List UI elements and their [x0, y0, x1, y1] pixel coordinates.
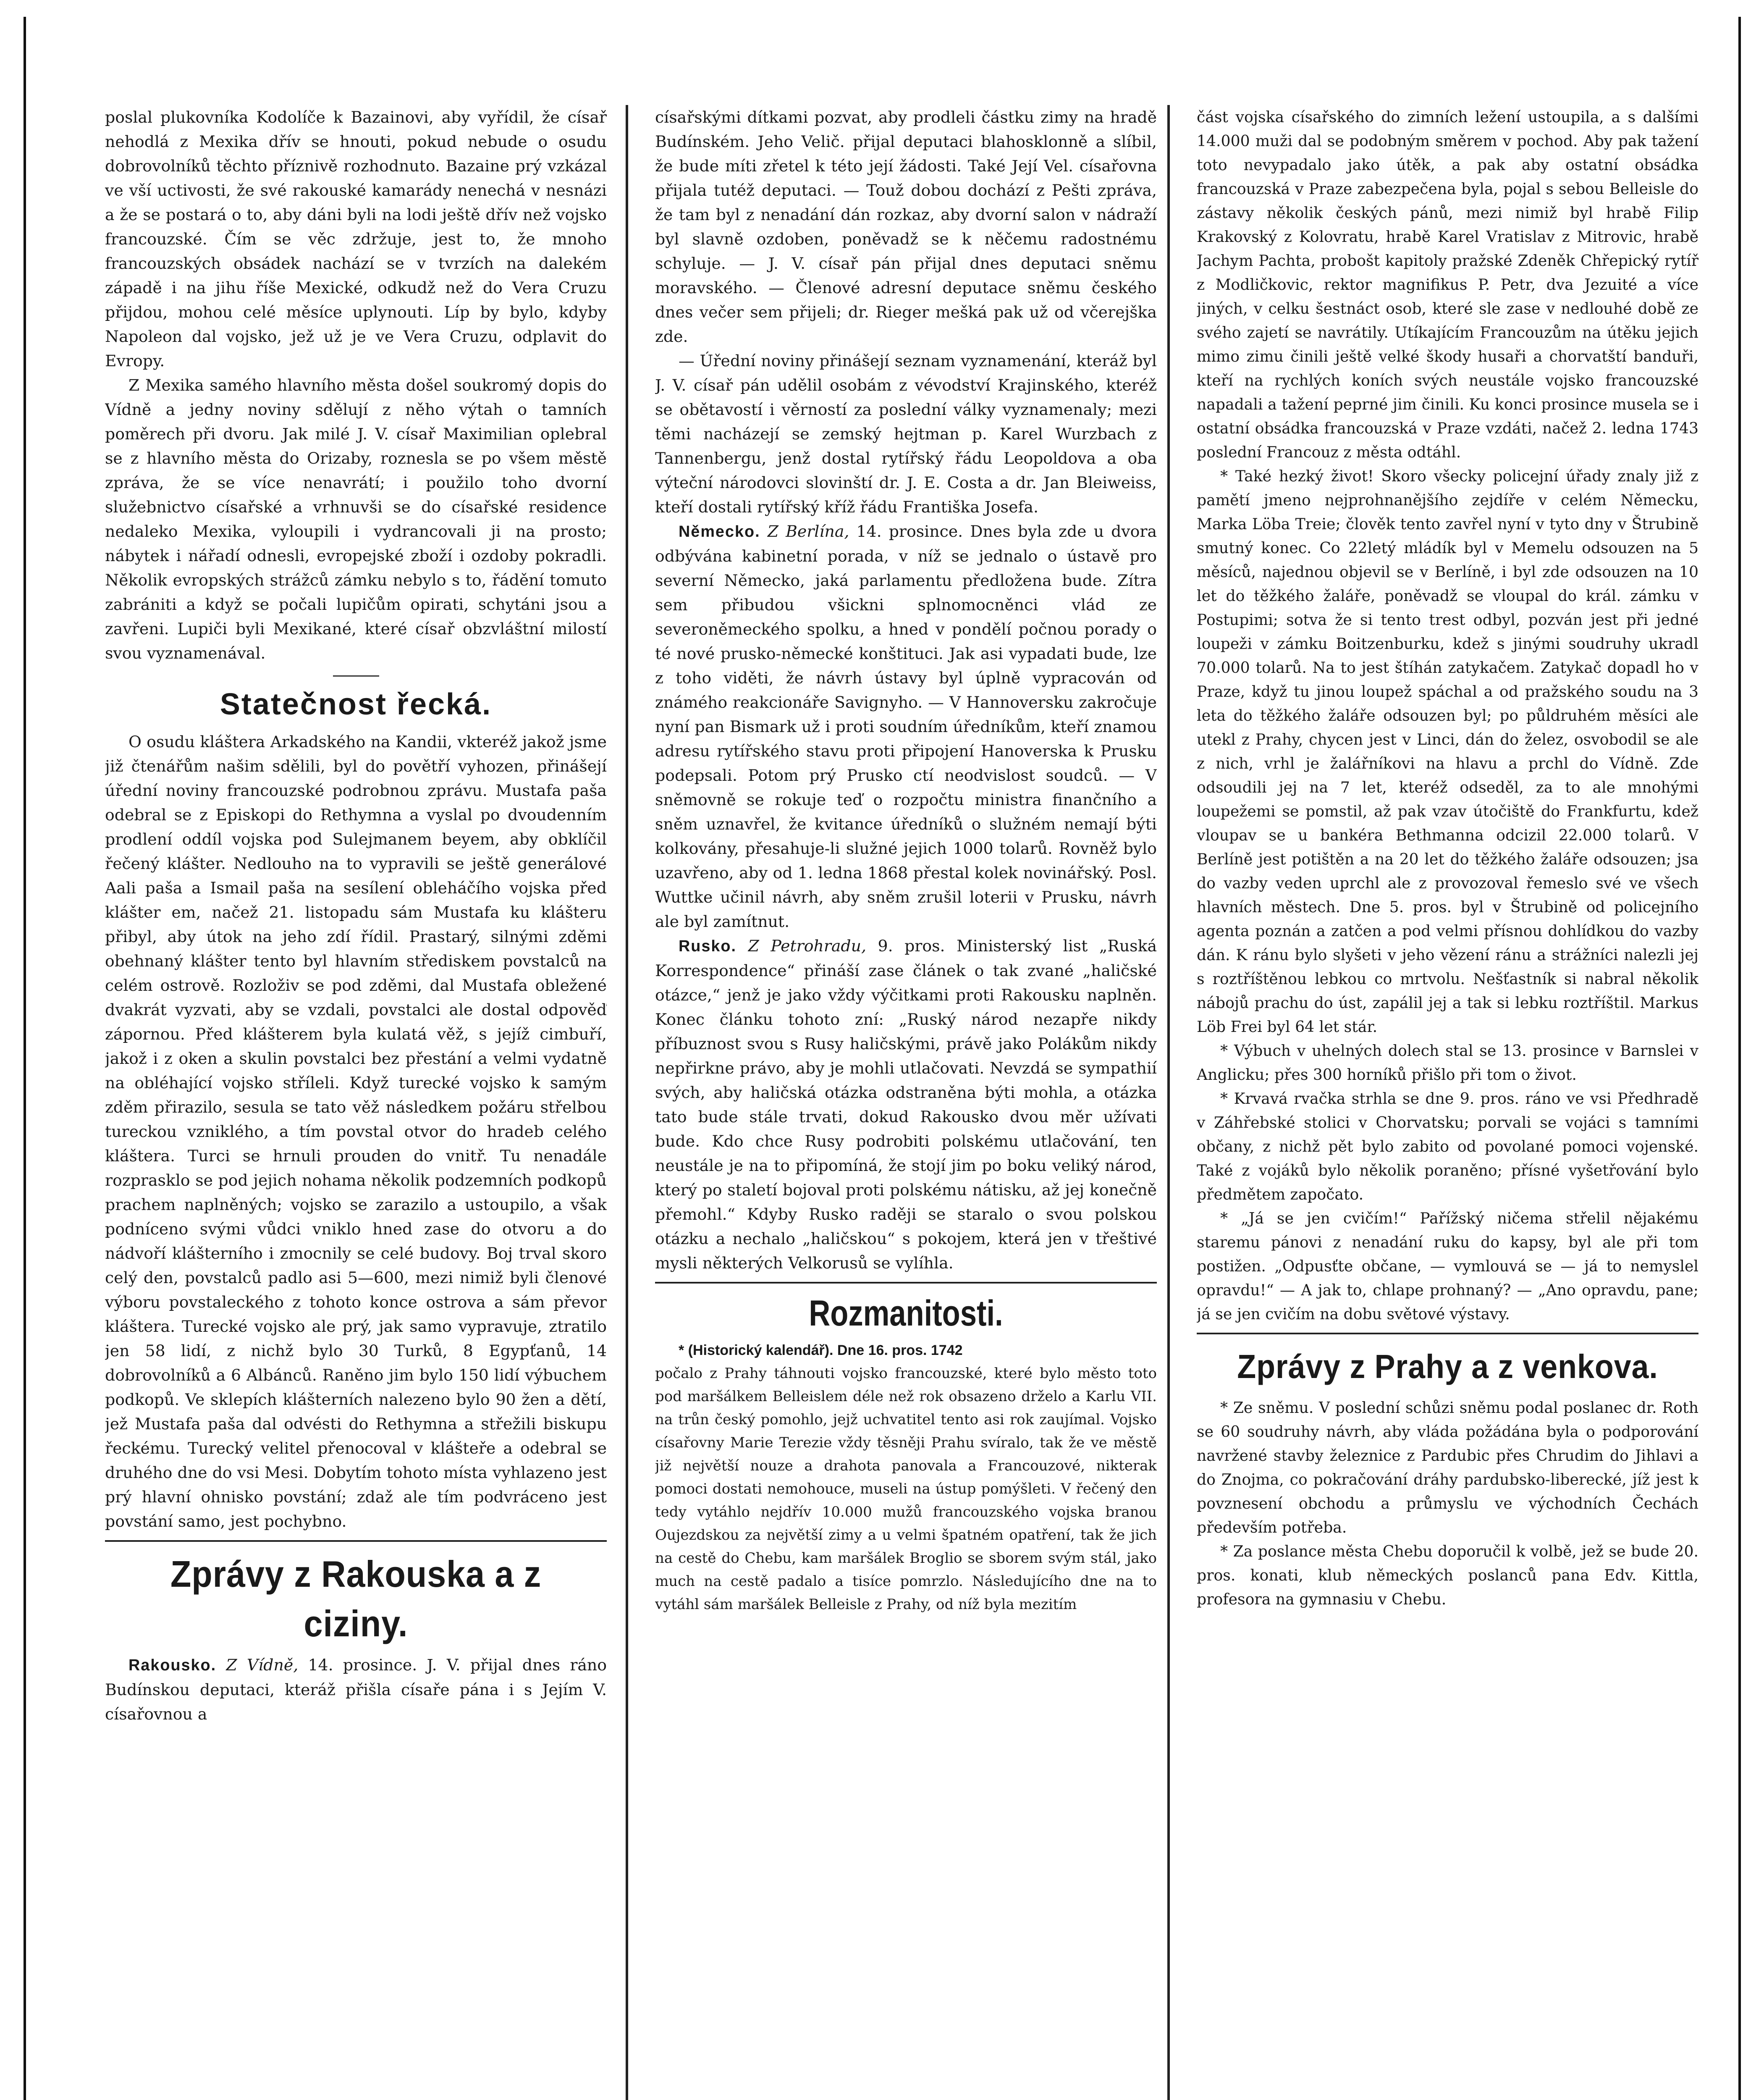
article-paragraph: počalo z Prahy táhnouti vojsko francouzské, které bylo město toto pod maršálkem Belleislem déle než rok obsazeno drželo a Karlu VII. na trůn český pomohlo, jejž uchvatitel tento asi rok zaujímal. Vojsko císařovny Marie Terezie vždy těsněji Prahu svíralo, tak že ve městě již největší nouze a drahota panovala a Francouzové, nikterak pomoci dostati nemohouce, museli na ústup pomýšleti. V řečený den tedy vytáhlo nejdřív 10.000 mužů francouzského vojska branou Oujezdskou za největší zimy a u velmi špatném opatření, tak že jich na cestě do Chebu, kam maršálek Broglio se sborem svým stál, jako much na cestě padalo a tisíce pomrzlo. Následujícího dne na to vytáhl sám maršálek Belleisle z Prahy, od níž byla mezitím: [655, 1365, 1157, 1613]
article-paragraph: [655, 934, 1157, 1275]
article-paragraph: císařskými dítkami pozvat, aby prodleli částku zimy na hradě Budínském. Jeho Velič. přijal deputaci blahosklonně a slíbil, že bude míti zřetel k této její žádosti. Také Její Vel. císařovna přijala tutéž deputaci. — Touž dobou dochází z Pešti zpráva, že tam byl z nenadání dán rozkaz, aby dvorní salon v nádraží byl slavně ozdoben, poněvadž se k něčemu radostnému schyluje. — J. V. císař pán přijal dnes deputaci sněmu moravského. — Členové adresní deputace sněmu českého dnes večer sem přijeli; dr. Rieger mešká pak už od včerejška zde.: [655, 108, 1157, 346]
column-rule: [626, 105, 628, 2100]
section-rule: [105, 1540, 607, 1542]
article-paragraph: část vojska císařského do zimních ležení ustoupila, a s dalšími 14.000 muži dal se podobným směrem v pochod. Aby pak tažení toto nevypadalo jako útěk, a pak aby ostatní obsádka francouzská v Praze zabezpečena byla, pojal s sebou Belleisle do zástavy několik českých pánů, mezi nimiž byl hrabě Filip Krakovský z Kolovratu, hrabě Karel Vratislav z Mitrovic, hrabě Jachym Pachta, probošt kapitoly pražské Zdeněk Chřepický rytíř z Modličkovic, rektor magnifikus P. Petr, dva Jezuité a více jiných, v celku šestnáct osob, které sle zase v nedlouhé době ze svého zajetí se navrátily. Utíkajícím Francouzům na útěku jejich mimo zimu činili ještě velké škody husaři a chorvatští banduři, kteří na rychlých koních svých neustále vojsko francouzské napadali a tažení peprné jim činili. Ku konci prosince musela se i ostatní obsádka francouzská v Praze vzdáti, načež 2. ledna 1743 poslední Francouz z města odtáhl.: [1197, 108, 1698, 461]
article-paragraph: O osudu kláštera Arkadského na Kandii, vkteréž jakož jsme již čtenářům našim sdělili, byl do povětří vyhozen, přinášejí úřední noviny francouzské podrobnou zprávu. Mustafa paša odebral se z Episkopi do Rethymna a vyslal po dvoudenním prodlení oddíl vojska pod Sulejmanem beyem, aby obklíčil řečený klášter. Nedlouho na to vypravili se ještě generálové Aali paša a Ismail paša na sesílení obleháčího vojska před klášter em, načež 21. listopadu sám Mustafa ku klášteru přibyl, aby útok na jeho zdí řídil. Prastarý, silnými zděmi obehnaný klášter tento byl hlavním střediskem povstalců na celém ostrově. Rozloživ se pod zděmi, dal Mustafa obležené dvakrát vyzvati, aby se vzdali, povstalci ale dostal odpověď zápornou. Před klášterem byla kulatá věž, s jejíž cimbuří, jakož i z oken a skulin povstalci bez přestání a velmi vydatně na obléhající vojsko stříleli. Když turecké vojsko k samým zděm přirazilo, sesula se tato věž následkem požáru střelbou tureckou vzniklého, a tím povstal otvor do hradeb celého kláštera. Turci se hrnuli prouden do vnitř. Tu nenadále rozprasklo se pod jejich nohama několik podzemních podkopů prachem naplněných; vojsko se zarazilo a ustoupilo, a však podníceno svými vůdci vniklo hned zase do otvoru a do nádvoří klášterního i zmocnily se celé budovy. Boj trval skoro celý den, povstalců padlo asi 5—600, mezi nimiž byli členové výboru povstaleckého z tohoto konce ostrova a sám převor kláštera. Turecké vojsko ale prý, jak samo vypravuje, ztratilo jen 58 lidí, z nichž bylo 30 Turků, 8 Egypťanů, 14 dobrovolníků a 6 Albánců. Raněno jim bylo 150 lidí výbuchem podkopů. Ve sklepích klášterních nalezeno bylo 90 žen a dětí, jež Mustafa paša dal odvésti do Rethymna a střežili biskupu řeckému. Turecký velitel přenocoval v klášteře a odebral se druhého dne do vsi Mesi. Dobytím tohoto místa vyhlazeno jest prý hlavní ohnisko povstání; zdaž ale tím podvráceno jest povstání samo, jest pochybno.: [105, 732, 607, 1530]
article-paragraph: * Za poslance města Chebu doporučil k volbě, jež se bude 20. pros. konati, klub německých poslanců pana Edv. Kittla, profesora na gymnasiu v Chebu.: [1197, 1542, 1698, 1608]
article-paragraph: * Také hezký život! Skoro všecky policejní úřady znaly již z pamětí jmeno nejprohnanějšího zejdíře v celém Německu, Marka Löba Treie; člověk tento zavřel nyní v tyto dny v Štrubině smutný konec. Co 22letý mládík byl v Memelu odsouzen na 5 měsíců, najednou objevil se v Berlíně, i byl zde odsouzen na 10 let do těžkého žaláře, poněvadž se vloupal do král. zámku v Postupimi; sotva že si tento trest odbyl, pozván jest při jedné loupeži v zámku Boitzenburku, kdež s jinými soudruhy ukradl 70.000 tolarů. Na to jest štíhán zatykačem. Zatykač dopadl ho v Praze, když tu jinou loupež spáchal a od pražského soudu na 3 leta do těžkého žaláře odsouzen byl; po půldruhém měsíci ale utekl z Prahy, chycen jest v Linci, dán do želez, osvobodil se ale z nich, vrhl je žalářníkovi na hlavu a prchl do Vídně. Zde odsoudili jej na 7 let, kteréž odseděl, za to ale mnohými loupežemi se pomstil, až pak vzav útočiště do Frankfurtu, kdež vloupav se u bankéra Bethmanna odcizil 22.000 tolarů. V Berlíně jest potištěn a na 20 let do těžkého žaláře odsouzen; jsa do vazby veden uprchl ale z provozoval řemeslo své ve všech hlavních městech. Dne 5. pros. byl v Štrubině od policejního agenta poznán a zatčen a pod velmi přísnou dohlídkou do vazby dán. K ránu bylo slyšeti v jeho vězení ránu a strážníci nalezli jej s roztříštěnou lebkou co mrtvolu. Nešťastník si nabral několik nábojů prachu do úst, zapálil jej a tak si lebku roztříštil. Markus Löb Frei byl 64 let stár.: [1197, 467, 1698, 1036]
article-paragraph: * Krvavá rvačka strhla se dne 9. pros. ráno ve vsi Předhradě v Záhřebské stolici v Chorvatsku; porvali se vojáci s tamními občany, z nichž pět bylo zabito od povolané pomoci vojenské. Také z vojáků bylo několik poraněno; přísné vyšetřování bylo předmětem započato.: [1197, 1089, 1698, 1203]
column-3: [1197, 105, 1698, 2100]
section-heading: Zprávy z Prahy a z venkova.: [1237, 1348, 1658, 1385]
country-label: Německo.: [679, 523, 760, 541]
article-paragraph: poslal plukovníka Kodolíče k Bazainovi, aby vyřídil, že císař nehodlá z Mexika dřív se hnouti, pokud nebude o osudu dobrovolníků těchto příznivě rozhodnuto. Bazaine prý vzkázal ve vší uctivosti, že své rakouské kamarády nenechá v nesnázi a že se postará o to, aby dáni byli na lodi ještě dřív než vojsko francouzské. Čím se věc zdržuje, jest to, že mnoho francouzských obsádek nachází se v tvrzích na dalekém západě i na jihu říše Mexické, odkudž než do Vera Cruzu přijdou, mohou celé měsíce uplynouti. Líp by bylo, kdyby Napoleon dal vojsko, jež už je ve Vera Cruzu, odplavit do Evropy.: [105, 108, 607, 370]
article-text: 9. pros. Ministerský list „Ruská Korrespondence“ přináší zase článek o tak zvané „haličské otázce,“ jenž je jako vždy výčitkami proti Rakousku naplněn. Konec článku tohoto zní: „Ruský národ nezapře nikdy příbuznost svou s Rusy haličskými, právě jako Polákům nikdy nepřirkne právo, aby je mohli utlačovati. Nevzdá se sympathií svých, aby haličská otázka odstraněna býti mohla, a otázka tato bude stále trvati, dokud Rakousko dvou měr užívati bude. Kdo chce Rusy podrobiti polskému utlačování, ten neustále je na to připomíná, že stojí jim po boku veliký národ, který po staletí bojoval proti polskému nátisku, až jej konečně přemohl.“ Kdyby Rusko raději se staralo o svou polskou otázku a nechalo „haličskou“ s pokojem, která jen v třeštivé mysli některých Velkorusů se vylíhla.: [655, 937, 1157, 1272]
section-heading: Statečnost řecká.: [220, 688, 492, 721]
article-paragraph: [105, 1653, 607, 1726]
section-rule: [1197, 1333, 1698, 1334]
city-dateline: Z Petrohradu,: [748, 937, 866, 955]
section-rule: [655, 1282, 1157, 1284]
section-divider: [333, 675, 379, 677]
article-paragraph: * „Já se jen cvičím!“ Pařížský ničema střelil nějakému staremu pánovi z nenadání ruku do kapsy, byl ale při tom postižen. „Odpusťte občane, — vymlouvá se — já to nemyslel opravdu!“ — A jak to, chlape prohnaný? — „Ano opravdu, pane; já se jen cvičím na dobu světové výstavy.: [1197, 1209, 1698, 1323]
newspaper-page: [105, 105, 1717, 2100]
article-paragraph: * Ze sněmu. V poslední schůzi sněmu podal poslanec dr. Roth se 60 soudruhy návrh, aby vláda požádána byla o podporování navržené stavby železnice z Pardubic přes Chrudim do Jihlavi a do Znojma, co pokračování dráhy pardubsko-liberecké, jíž jest k povznesení obchodu a průmyslu ve východních Čechách především potřeba.: [1197, 1399, 1698, 1536]
article-paragraph: Z Mexika samého hlavního města došel soukromý dopis do Vídně a jedny noviny sdělují z něho výtah o tamních poměrech při dvoru. Jak milé J. V. císař Maximilian oplebral se z hlavního města do Orizaby, roznesla se po všem městě zpráva, že se více nenavrátí; i použilo toho dvorní služebnictvo císařské a vrhnuvši se do císařské residence nedaleko Mexika, vyloupili i vydrancovali ji na prosto; nábytek i nářadí odnesli, evropejské zboží i ozdoby pokradli. Několik evropských strážců zámku nebylo s to, řádění tomuto zabrániti a když se počali lupičům opirati, schytáni jsou a zavřeni. Lupiči byli Mexikané, které císař obzvláštní milostí svou vyznamenával.: [105, 376, 607, 662]
section-heading: Rozmanitosti.: [809, 1293, 1003, 1334]
city-dateline: Z Vídně,: [226, 1656, 299, 1674]
article-text: 14. prosince. J. V. přijal dnes ráno Budínskou deputaci, kteráž přišla císaře pána i s Jejím V. císařovnou a: [105, 1656, 607, 1723]
article-paragraph: * Výbuch v uhelných dolech stal se 13. prosince v Barnslei v Anglicku; přes 300 horníků přišlo při tom o život.: [1197, 1042, 1698, 1084]
country-label: Rakousko.: [128, 1656, 217, 1674]
city-dateline: Z Berlína,: [767, 522, 849, 541]
miscellany-block: [655, 1339, 1157, 1616]
article-text: 14. prosince. Dnes byla zde u dvora odbývána kabinetní porada, v níž se jednalo o ústavě pro severní Německo, jaká parlamentu předložena bude. Zítra sem přibudou všickni splnomocněnci vlád ze severoněmeckého spolku, a hned v pondělí počnou porady o té nové prusko-německé konštituci. Jak asi vypadati bude, lze z toho viděti, že návrh ústavy byl úplně vypracován od známého reakcionáře Savignyho. — V Hannoversku zakročuje nyní pan Bismark už i proti soudním úředníkům, kteří znamou adresu rytířského stavu proti připojení Hanoverska k Prusku podepsali. Potom prý Prusko ctí neodvislost soudců. — V sněmovně se rokuje teď o rozpočtu ministra finančního a sněm uznavřel, že kvitance úředníků o služném nemají býti kolkovány, přesahuje-li služné jejich 1000 tolarů. Rovněž bylo uzavřeno, aby od 1. ledna 1868 přestal kolek novinářský. Posl. Wuttke učinil návrh, aby sněm zrušil loterii v Prusku, návrh ale byl zamítnut.: [655, 522, 1157, 931]
country-label: Rusko.: [679, 937, 737, 955]
column-2: [655, 105, 1157, 2100]
section-heading: Zprávy z Rakouska a z ciziny.: [170, 1553, 542, 1644]
article-paragraph: — Úřední noviny přinášejí seznam vyznamenání, kteráž byl J. V. císař pán udělil osobám z vévodství Krajinského, kteréž se obětavostí i věrností za poslední války vyznamenaly; mezi těmi nacházejí se zemský hejtman p. Karel Wurzbach z Tannenbergu, jenž dostal rytířský řádu Leopoldova a oba výteční národovci slovinští dr. J. E. Costa a dr. Jan Bleiweiss, kteří dostali rytířský kříž řádu Františka Josefa.: [655, 352, 1157, 516]
article-lead: * (Historický kalendář). Dne 16. pros. 1742: [679, 1342, 963, 1358]
column-rule: [1167, 105, 1170, 2100]
article-paragraph: [655, 519, 1157, 934]
column-1: [105, 105, 607, 2100]
